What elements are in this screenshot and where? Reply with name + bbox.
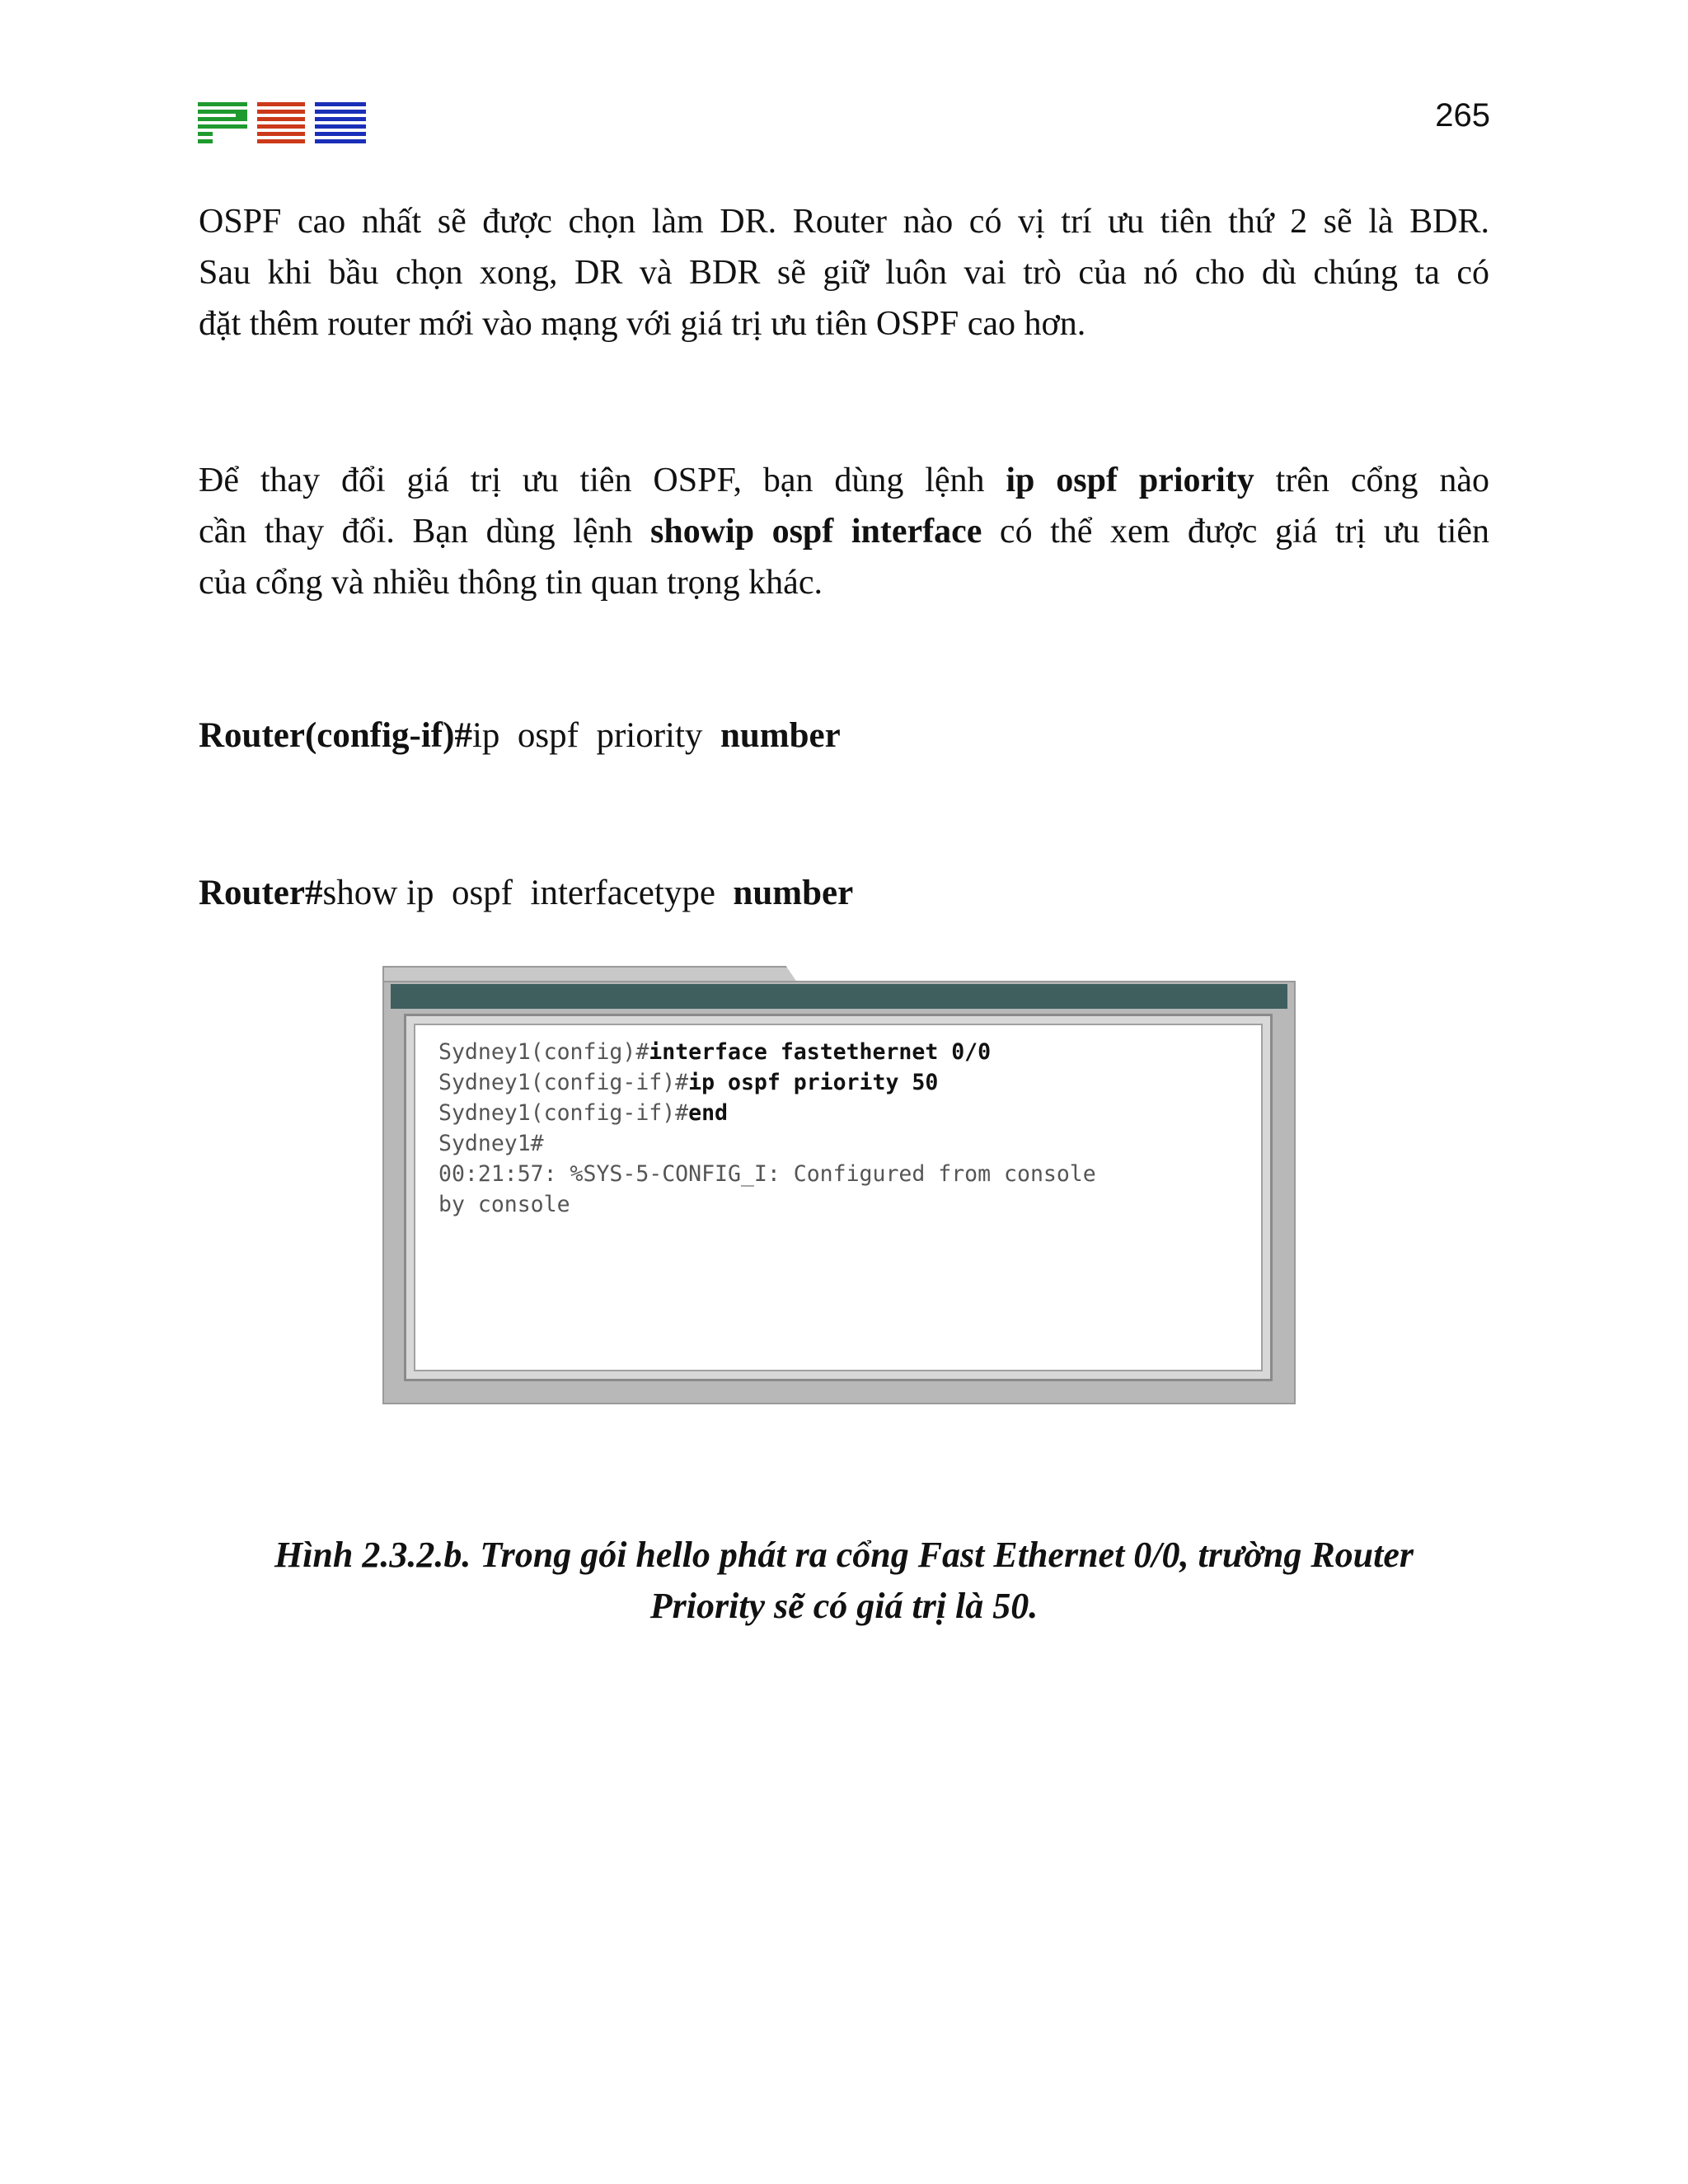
terminal-prompt: Sydney1(config-if)# bbox=[438, 1100, 689, 1126]
paragraph-line: OSPF cao nhất sẽ được chọn làm DR. Router nào có vị trí ưu tiên thứ 2 sẽ là BDR. bbox=[199, 203, 1489, 241]
paragraph-change-priority bbox=[199, 455, 1489, 608]
figure-caption bbox=[199, 1530, 1489, 1632]
command-prompt: Router# bbox=[199, 874, 323, 912]
paragraph-line: Sau khi bầu chọn xong, DR và BDR sẽ giữ luôn vai trò của nó cho dù chúng ta có bbox=[199, 254, 1489, 292]
terminal-line: 00:21:57: %SYS-5-CONFIG_I: Configured from console bbox=[438, 1161, 1096, 1187]
terminal-line bbox=[438, 1037, 1261, 1067]
terminal-line: Sydney1# bbox=[438, 1131, 544, 1156]
paragraph-dr-bdr-election bbox=[199, 196, 1489, 349]
logo-letter-p bbox=[198, 102, 247, 143]
logo-letter-n bbox=[257, 102, 305, 143]
terminal-command: ip ospf priority 50 bbox=[688, 1070, 939, 1095]
logo-letter-h bbox=[315, 102, 366, 143]
terminal-line bbox=[438, 1098, 1261, 1128]
command-text: show ip ospf interfacetype bbox=[322, 874, 734, 912]
command-syntax-show-interface bbox=[199, 873, 853, 913]
terminal-titlebar bbox=[391, 984, 1287, 1009]
text: trên cổng nào bbox=[1254, 462, 1489, 499]
pnh-logo bbox=[198, 102, 366, 148]
command-argument: number bbox=[733, 874, 854, 912]
page-number: 265 bbox=[1435, 97, 1490, 134]
terminal-prompt: Sydney1(config)# bbox=[438, 1039, 649, 1065]
command-ip-ospf-priority: ip ospf priority bbox=[1006, 462, 1254, 499]
command-text: ip ospf priority bbox=[471, 716, 720, 755]
command-show-ip-ospf-interface: showip ospf interface bbox=[649, 513, 982, 551]
terminal-line bbox=[438, 1067, 1261, 1098]
command-argument: number bbox=[720, 716, 841, 755]
caption-line: Priority sẽ có giá trị là 50. bbox=[649, 1586, 1039, 1626]
terminal-command: end bbox=[688, 1100, 729, 1126]
terminal-line: by console bbox=[438, 1192, 570, 1217]
text: cần thay đổi. Bạn dùng lệnh bbox=[199, 513, 650, 551]
terminal-prompt: Sydney1(config-if)# bbox=[438, 1070, 689, 1095]
paragraph-line bbox=[199, 455, 1489, 506]
text: có thể xem được giá trị ưu tiên bbox=[982, 513, 1489, 551]
paragraph-line: đặt thêm router mới vào mạng với giá trị ưu tiên OSPF cao hơn. bbox=[199, 305, 1086, 343]
terminal-command: interface fastethernet 0/0 bbox=[649, 1039, 992, 1065]
paragraph-line: của cổng và nhiều thông tin quan trọng khác. bbox=[199, 564, 823, 602]
terminal-screen bbox=[414, 1024, 1263, 1371]
command-syntax-priority bbox=[199, 715, 841, 756]
paragraph-line bbox=[199, 506, 1489, 557]
text: Để thay đổi giá trị ưu tiên OSPF, bạn dùng lệnh bbox=[199, 462, 1006, 499]
caption-line: Hình 2.3.2.b. Trong gói hello phát ra cổng Fast Ethernet 0/0, trường Router bbox=[274, 1535, 1414, 1575]
terminal-figure bbox=[382, 966, 1296, 1404]
command-prompt: Router(config-if)# bbox=[199, 716, 472, 755]
